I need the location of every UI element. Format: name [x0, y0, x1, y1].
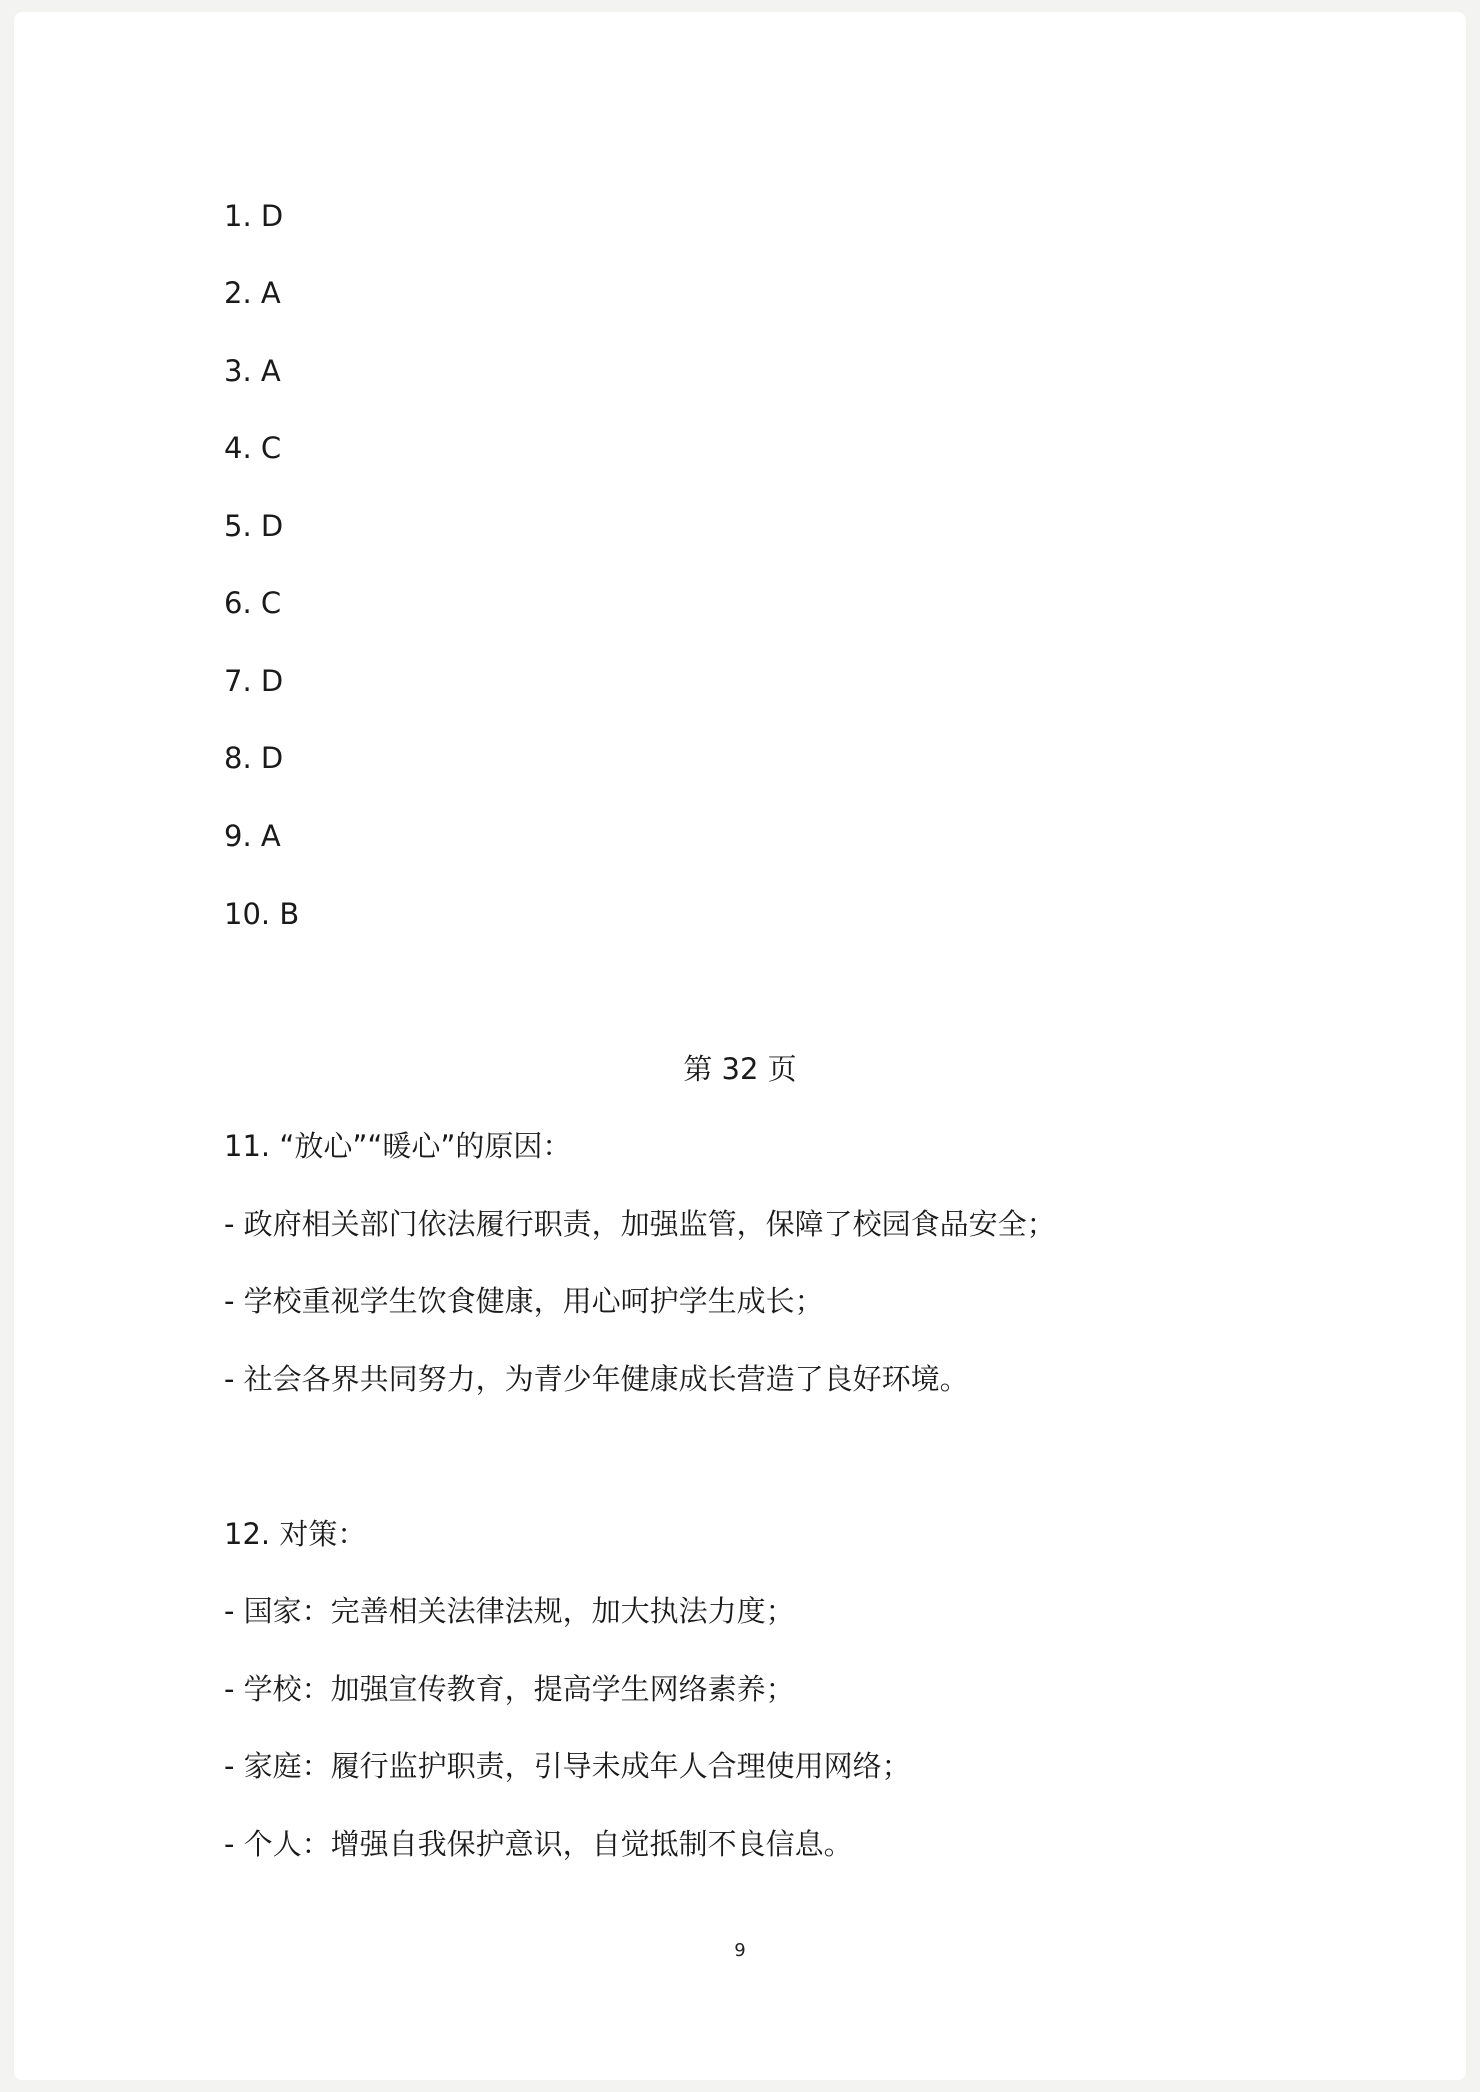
- answer-item: 10. B: [224, 897, 300, 931]
- question-12-point: - 国家：完善相关法律法规，加大执法力度；: [224, 1594, 795, 1628]
- question-12-point: - 家庭：履行监护职责，引导未成年人合理使用网络；: [224, 1749, 911, 1783]
- question-11-title: 11. “放心”“暖心”的原因：: [224, 1129, 572, 1163]
- answer-item: 8. D: [224, 741, 284, 775]
- answer-item: 3. A: [224, 354, 281, 388]
- page-number: 9: [734, 1940, 746, 1961]
- answer-item: 9. A: [224, 819, 281, 853]
- question-11-point: - 社会各界共同努力，为青少年健康成长营造了良好环境。: [224, 1362, 969, 1396]
- answer-item: 2. A: [224, 276, 281, 310]
- document-page: [14, 12, 1466, 2080]
- answer-item: 5. D: [224, 509, 284, 543]
- question-12-point: - 个人：增强自我保护意识，自觉抵制不良信息。: [224, 1827, 853, 1861]
- answer-item: 1. D: [224, 199, 284, 233]
- answer-item: 4. C: [224, 431, 282, 465]
- answer-item: 7. D: [224, 664, 284, 698]
- answer-item: 6. C: [224, 586, 282, 620]
- question-11-point: - 学校重视学生饮食健康，用心呵护学生成长；: [224, 1284, 824, 1318]
- question-11-point: - 政府相关部门依法履行职责，加强监管，保障了校园食品安全；: [224, 1207, 1056, 1241]
- question-12-title: 12. 对策：: [224, 1517, 367, 1551]
- section-heading: 第 32 页: [683, 1052, 797, 1086]
- question-12-point: - 学校：加强宣传教育，提高学生网络素养；: [224, 1672, 795, 1706]
